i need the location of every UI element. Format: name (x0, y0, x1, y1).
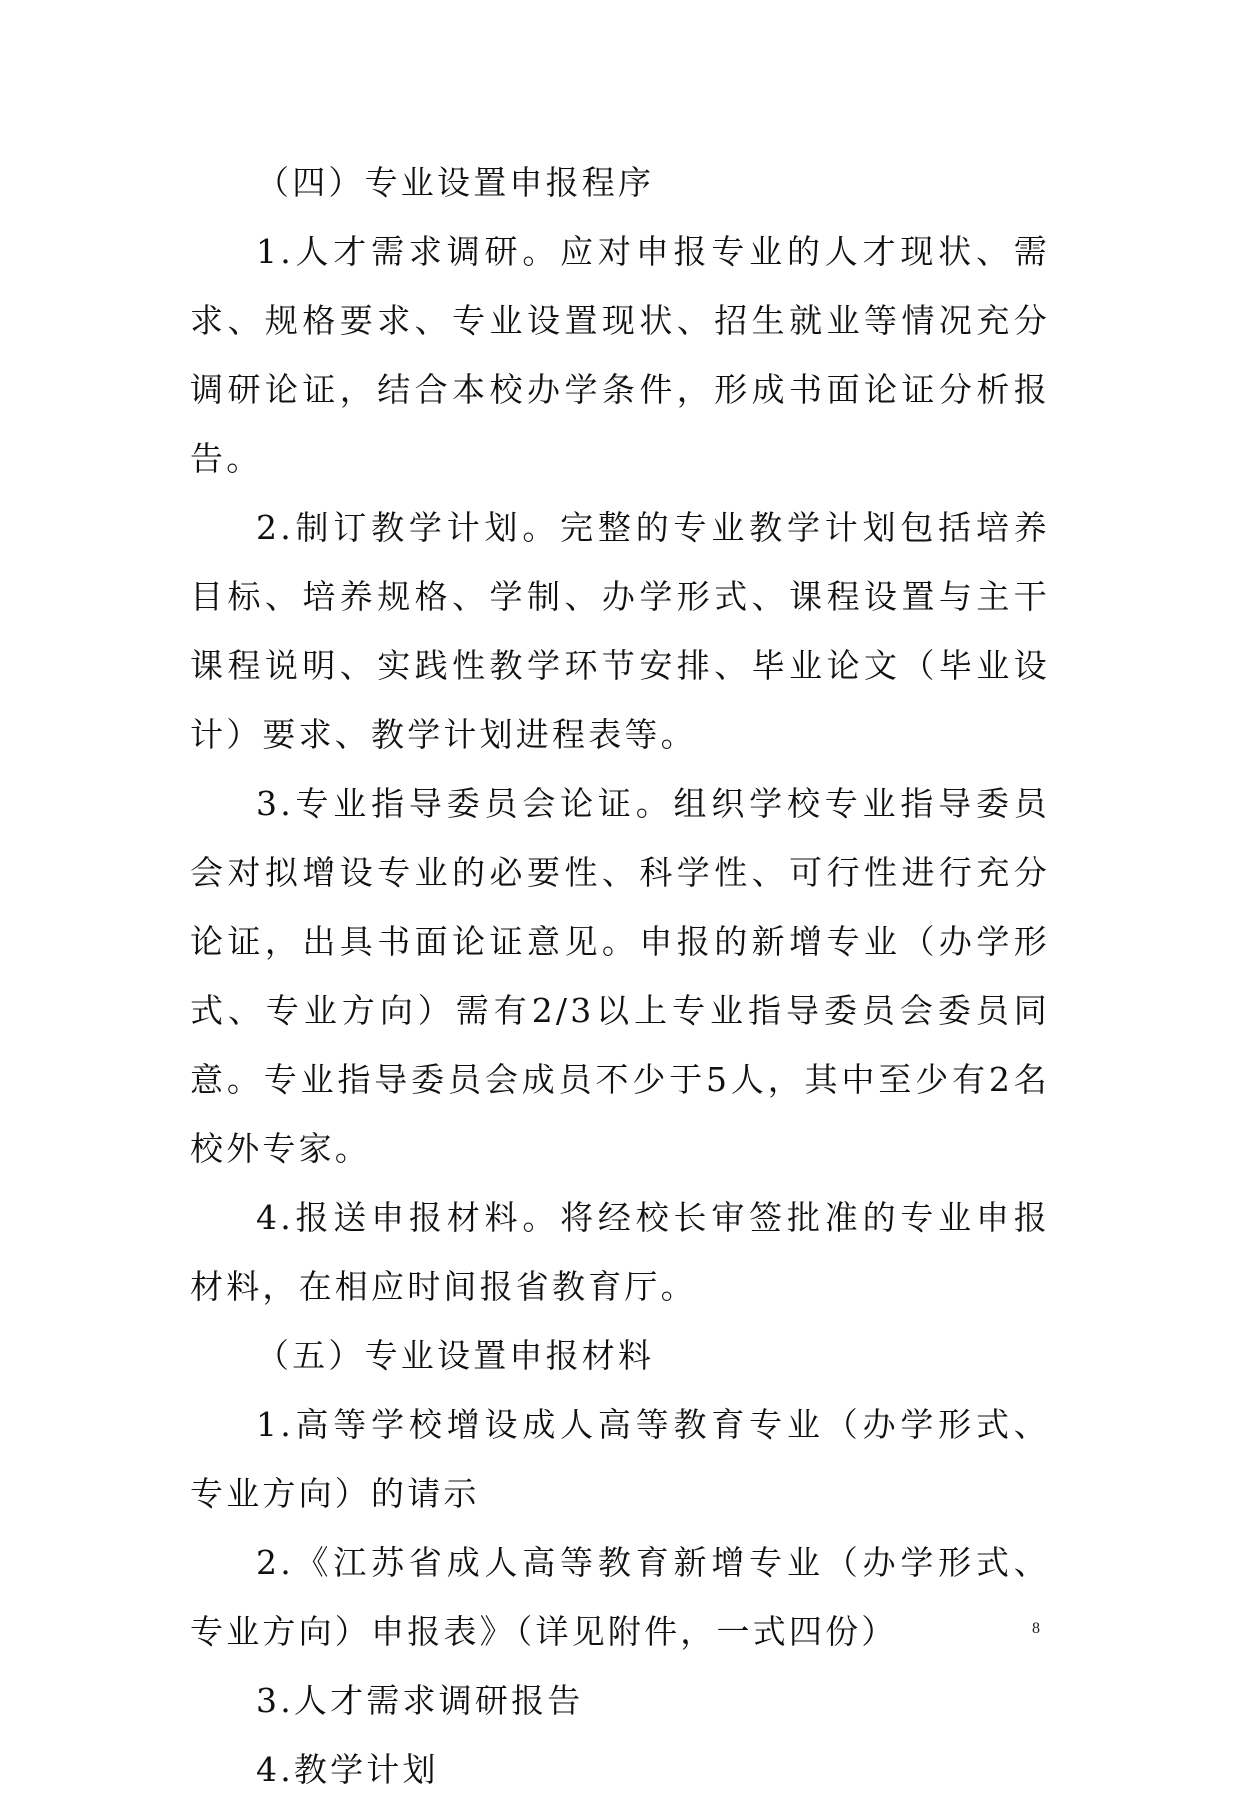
paragraph-teaching-plan: 2.制订教学计划。完整的专业教学计划包括培养目标、培养规格、学制、办学形式、课程设置与主干课程说明、实践性教学环节安排、毕业论文（毕业设计）要求、教学计划进程表等。 (190, 508, 1050, 754)
paragraph-talent-survey: 1.人才需求调研。应对申报专业的人才现状、需求、规格要求、专业设置现状、招生就业等情况充分调研论证，结合本校办学条件，形成书面论证分析报告。 (190, 232, 1050, 478)
list-item-survey-report: 3.人才需求调研报告 (256, 1681, 584, 1720)
section-heading-5: （五）专业设置申报材料 (256, 1336, 655, 1375)
section-heading-4: （四）专业设置申报程序 (256, 163, 655, 202)
list-item-application-form: 2.《江苏省成人高等教育新增专业（办学形式、专业方向）申报表》（详见附件，一式四份） (190, 1543, 1050, 1651)
document-body (190, 148, 1050, 1804)
list-item-teaching-plan: 4.教学计划 (256, 1750, 439, 1789)
paragraph-submit-materials: 4.报送申报材料。将经校长审签批准的专业申报材料，在相应时间报省教育厅。 (190, 1198, 1050, 1306)
page-number: 8 (1032, 1620, 1040, 1637)
paragraph-committee-review: 3.专业指导委员会论证。组织学校专业指导委员会对拟增设专业的必要性、科学性、可行性进行充分论证，出具书面论证意见。申报的新增专业（办学形式、专业方向）需有2/3以上专业指导委员会委员同意。专业指导委员会成员不少于5人，其中至少有2名校外专家。 (190, 784, 1050, 1168)
list-item-request: 1.高等学校增设成人高等教育专业（办学形式、专业方向）的请示 (190, 1405, 1050, 1513)
